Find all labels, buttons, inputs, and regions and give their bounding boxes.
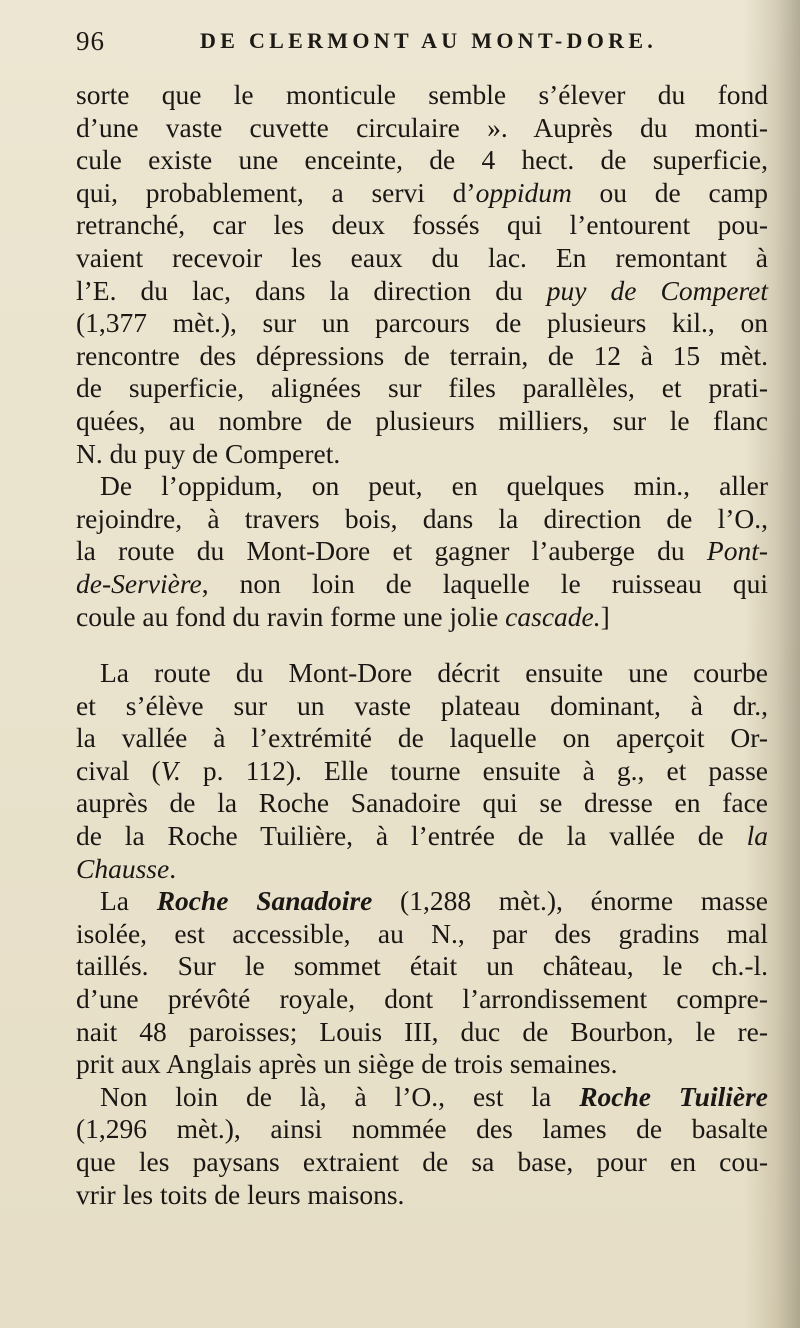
- emphasized-text: Roche Tuilière: [579, 1080, 769, 1112]
- text-line: [76, 79, 768, 112]
- text-run: auprès de la Roche Sanadoire qui se dresse en face: [76, 787, 768, 819]
- text-run: d’une prévôté royale, dont l’arrondissement compre-: [76, 983, 768, 1015]
- text-run: retranché, car les deux fossés qui l’entourent pou-: [76, 209, 768, 241]
- text-run: cival (: [76, 754, 161, 786]
- paragraph-gap: [76, 633, 768, 657]
- text-line: [76, 601, 768, 634]
- text-run: rejoindre, à travers bois, dans la direction de l’O.,: [76, 502, 768, 534]
- text-line: [76, 755, 768, 788]
- emphasized-text: Chausse: [76, 852, 170, 884]
- text-line: [76, 657, 768, 690]
- text-run: vrir les toits de leurs maisons.: [76, 1178, 405, 1210]
- text-line: [76, 372, 768, 405]
- running-head: DE CLERMONT AU MONT-DORE.: [200, 28, 658, 53]
- text-run: quées, au nombre de plusieurs milliers, sur le flanc: [76, 404, 768, 436]
- text-run: ]: [600, 600, 610, 632]
- text-line: [76, 242, 768, 275]
- text-run: cule existe une enceinte, de 4 hect. de superficie,: [76, 144, 768, 176]
- text-line: [76, 112, 768, 145]
- text-run: Non loin de là, à l’O., est la: [100, 1080, 580, 1112]
- text-run: de superficie, alignées sur files parallèles, et prati-: [76, 372, 768, 404]
- text-line: [76, 983, 768, 1016]
- text-line: [76, 1081, 768, 1114]
- text-line: [76, 950, 768, 983]
- text-line: [76, 177, 768, 210]
- text-run: (1,377 mèt.), sur un parcours de plusieurs kil., on: [76, 307, 768, 339]
- text-line: [76, 340, 768, 373]
- body-text: [76, 79, 768, 1211]
- text-run: rencontre des dépressions de terrain, de 12 à 15 mèt.: [76, 339, 768, 371]
- paragraph: [76, 79, 768, 470]
- text-run: sorte que le monticule semble s’élever du fond: [76, 79, 768, 110]
- text-run: La: [100, 885, 157, 917]
- text-line: [76, 690, 768, 723]
- text-run: ou de camp: [571, 176, 768, 208]
- text-line: [76, 1146, 768, 1179]
- text-line: [76, 470, 768, 503]
- text-run: prit aux Anglais après un siège de trois semaines.: [76, 1048, 618, 1080]
- text-run: de la Roche Tuilière, à l’entrée de la vallée de: [76, 820, 747, 852]
- text-run: vaient recevoir les eaux du lac. En remontant à: [76, 241, 768, 273]
- text-line: [76, 885, 768, 918]
- text-run: isolée, est accessible, au N., par des gradins mal: [76, 917, 768, 949]
- text-line: [76, 722, 768, 755]
- text-run: que les paysans extraient de sa base, pour en cou-: [76, 1146, 768, 1177]
- text-run: qui, probablement, a servi d’: [76, 176, 476, 208]
- text-line: [76, 853, 768, 886]
- paragraph: [76, 1081, 768, 1211]
- text-run: N. du puy de Comperet.: [76, 437, 341, 469]
- emphasized-text: cascade.: [505, 600, 601, 632]
- text-line: [76, 503, 768, 536]
- text-line: [76, 1179, 768, 1212]
- text-run: (1,288 mèt.), énorme masse: [372, 885, 769, 917]
- emphasized-text: la: [746, 820, 768, 852]
- text-line: [76, 1048, 768, 1081]
- emphasized-text: de-Servière: [76, 567, 202, 599]
- text-run: l’E. du lac, dans la direction du: [76, 274, 547, 306]
- text-line: [76, 144, 768, 177]
- text-run: (1,296 mèt.), ainsi nommée des lames de basalte: [76, 1113, 768, 1145]
- text-line: [76, 787, 768, 820]
- emphasized-text: V.: [160, 754, 181, 786]
- text-line: [76, 209, 768, 242]
- text-run: nait 48 paroisses; Louis III, duc de Bourbon, le re-: [76, 1015, 768, 1047]
- text-run: taillés. Sur le sommet était un château, le ch.-l.: [76, 950, 768, 982]
- page-number: 96: [76, 26, 105, 56]
- text-line: [76, 1113, 768, 1146]
- paragraph: [76, 470, 768, 633]
- text-line: [76, 535, 768, 568]
- page-header: [0, 26, 800, 66]
- text-run: De l’oppidum, on peut, en quelques min., aller: [100, 470, 768, 502]
- emphasized-text: oppidum: [475, 176, 572, 208]
- text-line: [76, 820, 768, 853]
- text-line: [76, 1016, 768, 1049]
- text-run: coule au fond du ravin forme une jolie: [76, 600, 506, 632]
- text-line: [76, 405, 768, 438]
- paragraph: [76, 885, 768, 1081]
- emphasized-text: Pont-: [706, 535, 768, 567]
- text-line: [76, 568, 768, 601]
- text-run: p. 112). Elle tourne ensuite à g., et passe: [180, 754, 768, 786]
- text-run: la vallée à l’extrémité de laquelle on aperçoit Or-: [76, 722, 768, 754]
- text-run: d’une vaste cuvette circulaire ». Auprès du monti-: [76, 111, 768, 143]
- text-line: [76, 307, 768, 340]
- emphasized-text: puy de Comperet: [546, 274, 768, 306]
- text-run: .: [169, 852, 177, 884]
- text-run: et s’élève sur un vaste plateau dominant, à dr.,: [76, 689, 768, 721]
- text-line: [76, 918, 768, 951]
- text-line: [76, 438, 768, 471]
- emphasized-text: Roche Sanadoire: [156, 885, 373, 917]
- text-run: La route du Mont-Dore décrit ensuite une courbe: [100, 657, 768, 689]
- text-line: [76, 275, 768, 308]
- text-run: , non loin de laquelle le ruisseau qui: [201, 567, 768, 599]
- text-run: la route du Mont-Dore et gagner l’auberge du: [76, 535, 707, 567]
- paragraph: [76, 657, 768, 885]
